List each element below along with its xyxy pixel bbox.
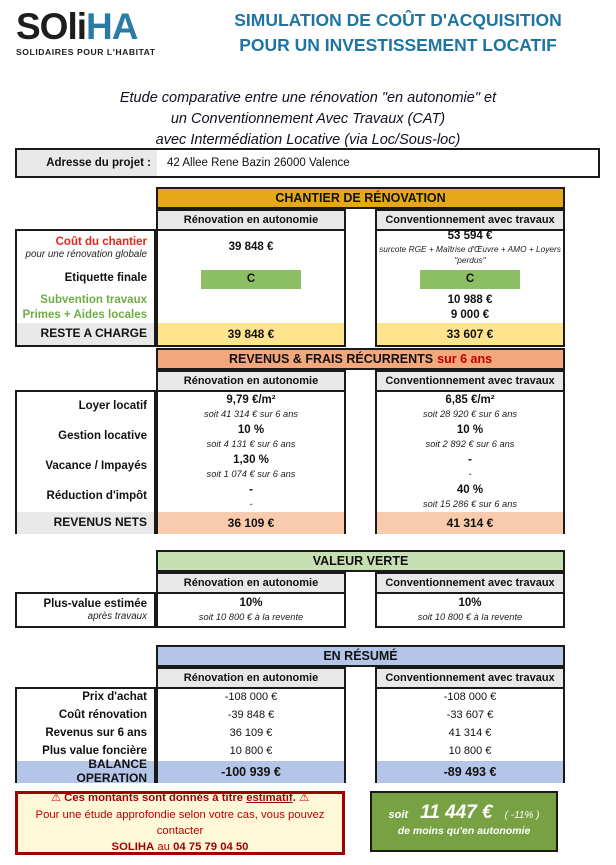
revenus-col-autonomie — [156, 370, 346, 534]
logo-tagline: SOLIDAIRES POUR L'HABITAT — [16, 47, 156, 57]
chantier-labels-panel — [15, 229, 156, 347]
primes-value-cat: 9 000 € — [450, 308, 490, 321]
vacance-cell — [377, 452, 563, 482]
valeur-col-cat — [375, 572, 565, 628]
plusvalue-value-autonomie: 10 800 € — [229, 745, 273, 758]
resume-col-autonomie — [156, 667, 346, 783]
plusvalue-cell — [158, 594, 344, 626]
revenus-cell — [158, 725, 344, 743]
revenus-nets-cell — [377, 512, 563, 534]
warning-org-name: SOLIHA — [111, 841, 155, 854]
cout-chantier-sublabel: pour une rénovation globale — [25, 248, 147, 260]
warning-line1-text: Ces montants sont donnés à titre — [64, 792, 244, 805]
resume-label-cout — [17, 707, 154, 725]
col1-header: Rénovation en autonomie — [158, 211, 344, 231]
section-chantier — [15, 187, 565, 347]
impot-label: Réduction d'impôt — [46, 490, 147, 503]
revenus-label-gestion — [17, 422, 154, 452]
loyer-label: Loyer locatif — [78, 400, 147, 413]
revenus-6ans-label: Revenus sur 6 ans — [45, 727, 147, 740]
gestion-cell — [158, 422, 344, 452]
col2-header: Conventionnement avec travaux — [377, 574, 563, 594]
cout-cell — [158, 707, 344, 725]
plusvalue-value-cat: 10 800 € — [448, 745, 492, 758]
resume-col-cat — [375, 667, 565, 783]
cout-renovation-label: Coût rénovation — [58, 709, 147, 722]
plus-value-fonciere-label: Plus value foncière — [42, 745, 147, 758]
cout-value-autonomie: 39 848 € — [228, 241, 274, 254]
valeur-col-autonomie — [156, 572, 346, 628]
plusvalue-value-cat: 10% — [458, 596, 482, 609]
gestion-cell — [377, 422, 563, 452]
subvention-cell — [377, 293, 563, 308]
warning-line3 — [18, 839, 342, 855]
logo-part-black: SOli — [16, 6, 87, 47]
cout-value-cell — [377, 231, 563, 265]
section-revenus — [15, 348, 565, 534]
prix-value-autonomie: -108 000 € — [224, 691, 278, 704]
reste-cell — [158, 323, 344, 345]
prix-value-cat: -108 000 € — [443, 691, 497, 704]
subvention-cell-empty — [158, 293, 344, 308]
col1-header: Rénovation en autonomie — [158, 574, 344, 594]
revenus-nets-value-autonomie: 36 109 € — [227, 515, 275, 530]
vacance-value-cat: - — [468, 453, 472, 466]
subtitle-line1: Etude comparative entre une rénovation "en autonomie" et — [119, 90, 497, 106]
plusvalue-note-cat: soit 10 800 € à la revente — [417, 611, 523, 622]
impot-value-cat: 40 % — [456, 483, 484, 496]
col1-header: Rénovation en autonomie — [158, 372, 344, 392]
revenus-cell — [377, 725, 563, 743]
revenus-labels-panel — [15, 390, 156, 534]
estimate-warning-box — [15, 791, 345, 855]
plusvalue-note-autonomie: soit 10 800 € à la revente — [198, 611, 304, 622]
warning-line2: Pour une étude approfondie selon votre cas, vous pouvez contacter — [35, 808, 325, 837]
warning-icon: ⚠ — [298, 792, 310, 805]
balance-value-cat: -89 493 € — [443, 764, 497, 779]
savings-amount: 11 447 € — [420, 802, 493, 823]
loyer-cell — [158, 392, 344, 422]
section-resume — [15, 645, 565, 783]
warning-line1-period: . — [292, 792, 296, 805]
revenus-nets-cell — [158, 512, 344, 534]
warning-underlined-word: estimatif — [246, 792, 293, 805]
col2-header: Conventionnement avec travaux — [377, 372, 563, 392]
revenus-nets-value-cat: 41 314 € — [446, 515, 494, 530]
balance-cell — [377, 761, 563, 783]
chantier-label-cout — [17, 231, 154, 265]
loyer-note-cat: soit 28 920 € sur 6 ans — [422, 408, 518, 419]
soliha-logo — [16, 8, 186, 57]
page-title — [192, 8, 604, 59]
address-label: Adresse du projet : — [17, 150, 157, 176]
warning-icon: ⚠ — [50, 792, 62, 805]
resume-section-header: EN RÉSUMÉ — [156, 645, 565, 667]
cout-cell — [377, 707, 563, 725]
chantier-label-etiquette — [17, 265, 154, 293]
revenus-label-impot — [17, 482, 154, 512]
plusvalue-cell — [377, 594, 563, 626]
plusvalue-sublabel: après travaux — [87, 610, 147, 622]
savings-caption: de moins qu'en autonomie — [397, 825, 531, 837]
chantier-col-cat — [375, 209, 565, 347]
savings-prefix: soit — [388, 809, 409, 821]
loyer-note-autonomie: soit 41 314 € sur 6 ans — [203, 408, 299, 419]
gestion-value-cat: 10 % — [456, 423, 484, 436]
revenus-section-header — [156, 348, 565, 370]
vacance-cell — [158, 452, 344, 482]
chantier-label-subvention — [17, 293, 154, 308]
address-value: 42 Allee Rene Bazin 26000 Valence — [167, 157, 350, 169]
loyer-cell — [377, 392, 563, 422]
etiquette-label: Etiquette finale — [64, 272, 147, 285]
reste-value-autonomie: 39 848 € — [227, 326, 275, 341]
title-line1: SIMULATION DE COÛT D'ACQUISITION — [234, 10, 562, 30]
section-valeur-verte — [15, 550, 565, 628]
vacance-label: Vacance / Impayés — [45, 460, 147, 473]
gestion-note-cat: soit 2 892 € sur 6 ans — [425, 438, 515, 449]
savings-summary-box — [370, 791, 558, 852]
subvention-value-cat: 10 988 € — [447, 293, 493, 306]
plusvalue-label: Plus-value estimée — [43, 597, 147, 610]
revenus-value-autonomie: 36 109 € — [229, 727, 273, 740]
subtitle-line3: avec Intermédiation Locative (via Loc/Sous-loc) — [155, 132, 461, 149]
revenus-label-nets — [17, 512, 154, 534]
balance-cell — [158, 761, 344, 783]
cout-value-cell — [158, 231, 344, 265]
gestion-note-autonomie: soit 4 131 € sur 6 ans — [206, 438, 296, 449]
cout-value-cat: -33 607 € — [446, 709, 494, 722]
warning-line1 — [18, 790, 342, 806]
revenus-title: REVENUS & FRAIS RÉCURRENTS — [228, 352, 434, 366]
balance-operation-label: BALANCE OPERATION — [76, 757, 147, 785]
chantier-label-primes — [17, 308, 154, 323]
prix-cell — [377, 689, 563, 707]
etiquette-cell — [377, 265, 563, 293]
loyer-value-autonomie: 9,79 €/m² — [226, 393, 276, 406]
valeur-labels-panel — [15, 592, 156, 628]
soliha-logo-word — [16, 8, 186, 45]
title-line2: POUR UN INVESTISSEMENT LOCATIF — [239, 35, 557, 56]
impot-cell — [377, 482, 563, 512]
subvention-label: Subvention travaux — [40, 293, 147, 306]
vacance-value-autonomie: 1,30 % — [233, 453, 269, 466]
primes-cell — [377, 308, 563, 323]
reste-value-cat: 33 607 € — [446, 326, 494, 341]
cout-value-autonomie: -39 848 € — [227, 709, 275, 722]
valeur-label-plusvalue — [17, 594, 154, 626]
warning-line3-mid: au — [157, 841, 170, 854]
loyer-value-cat: 6,85 €/m² — [445, 393, 495, 406]
savings-line1 — [372, 802, 556, 824]
project-address-bar — [15, 148, 600, 178]
gestion-label: Gestion locative — [58, 430, 147, 443]
primes-label: Primes + Aides locales — [22, 308, 147, 321]
impot-note-cat: soit 15 286 € sur 6 ans — [422, 498, 518, 509]
revenus-label-loyer — [17, 392, 154, 422]
subtitle-line2: un Conventionnement Avec Travaux (CAT) — [170, 111, 446, 128]
revenus-title-suffix: sur 6 ans — [437, 352, 493, 366]
revenus-label-vacance — [17, 452, 154, 482]
resume-label-prix — [17, 689, 154, 707]
savings-percent: ( -11% ) — [504, 810, 540, 821]
plusvalue-cell — [158, 743, 344, 761]
cout-note-cat: surcote RGE + Maîtrise d'Œuvre + AMO + Loyers "perdus" — [379, 243, 561, 265]
impot-cell — [158, 482, 344, 512]
prix-cell — [158, 689, 344, 707]
reste-cell — [377, 323, 563, 345]
revenus-nets-label: REVENUS NETS — [53, 515, 147, 530]
impot-note-autonomie: - — [249, 498, 253, 509]
impot-value-autonomie: - — [249, 483, 253, 496]
reste-a-charge-label: RESTE A CHARGE — [40, 326, 147, 341]
primes-cell-empty — [158, 308, 344, 323]
logo-part-blue: HA — [86, 6, 138, 47]
vacance-note-cat: - — [468, 468, 472, 479]
revenus-col-cat — [375, 370, 565, 534]
plusvalue-value-autonomie: 10% — [239, 596, 263, 609]
etiquette-badge-cat: C — [420, 270, 520, 289]
warning-phone: 04 75 79 04 50 — [173, 841, 249, 854]
chantier-label-reste — [17, 323, 154, 345]
gestion-value-autonomie: 10 % — [237, 423, 265, 436]
col2-header: Conventionnement avec travaux — [377, 211, 563, 231]
page-subtitle — [0, 88, 616, 151]
resume-label-balance — [17, 757, 154, 785]
col1-header: Rénovation en autonomie — [158, 669, 344, 689]
etiquette-cell — [158, 265, 344, 293]
resume-labels-panel — [15, 687, 156, 783]
chantier-col-autonomie — [156, 209, 346, 347]
balance-value-autonomie: -100 939 € — [221, 764, 281, 779]
resume-label-revenus — [17, 725, 154, 743]
plusvalue-cell — [377, 743, 563, 761]
cout-value-cat: 53 594 € — [447, 229, 493, 242]
cout-chantier-label: Coût du chantier — [55, 235, 147, 248]
col2-header: Conventionnement avec travaux — [377, 669, 563, 689]
chantier-section-header: CHANTIER DE RÉNOVATION — [156, 187, 565, 209]
vacance-note-autonomie: soit 1 074 € sur 6 ans — [206, 468, 296, 479]
revenus-value-cat: 41 314 € — [448, 727, 492, 740]
prix-achat-label: Prix d'achat — [82, 691, 147, 704]
etiquette-badge-autonomie: C — [201, 270, 301, 289]
valeur-verte-section-header: VALEUR VERTE — [156, 550, 565, 572]
